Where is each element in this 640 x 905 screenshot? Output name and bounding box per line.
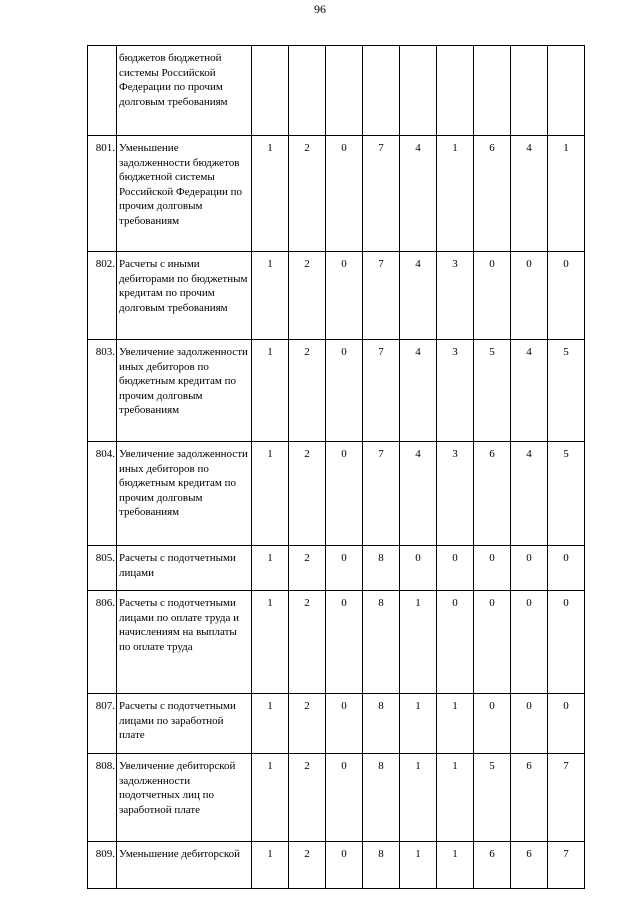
row-number: 802. [88,252,117,340]
code-digit: 1 [437,754,474,842]
row-number: 807. [88,694,117,754]
row-number: 804. [88,442,117,546]
code-digit: 0 [548,591,585,694]
code-digit [326,46,363,136]
code-digit: 2 [289,136,326,252]
code-digit [400,46,437,136]
table-row [88,694,585,754]
row-name: Расчеты с иными дебиторами по бюджетным кредитам по прочим долговым требованиям [117,252,252,340]
code-digit: 6 [511,754,548,842]
code-digit: 2 [289,694,326,754]
code-digit: 8 [363,591,400,694]
code-digit: 0 [437,546,474,591]
code-digit: 1 [548,136,585,252]
code-digit: 5 [474,754,511,842]
code-digit: 5 [548,442,585,546]
code-digit [548,46,585,136]
code-digit: 7 [363,252,400,340]
code-digit: 4 [400,252,437,340]
code-digit: 1 [400,842,437,889]
code-digit: 7 [363,136,400,252]
code-digit: 7 [363,442,400,546]
code-digit: 0 [474,252,511,340]
code-digit: 4 [400,136,437,252]
code-digit: 0 [474,546,511,591]
code-digit: 0 [326,842,363,889]
code-digit: 4 [400,340,437,442]
row-number: 806. [88,591,117,694]
code-digit: 2 [289,340,326,442]
code-digit: 0 [437,591,474,694]
account-codes-table [87,45,585,889]
code-digit: 0 [326,136,363,252]
code-digit: 5 [548,340,585,442]
code-digit: 1 [252,694,289,754]
code-digit: 1 [252,340,289,442]
table-body [88,46,585,889]
table-row [88,754,585,842]
code-digit [252,46,289,136]
row-name: бюджетов бюджетной системы Российской Федерации по прочим долговым требованиям [117,46,252,136]
code-digit: 0 [548,694,585,754]
code-digit: 4 [511,442,548,546]
code-digit: 7 [548,842,585,889]
code-digit: 8 [363,546,400,591]
code-digit: 2 [289,591,326,694]
code-digit: 7 [548,754,585,842]
code-digit: 4 [511,136,548,252]
code-digit [289,46,326,136]
code-digit: 1 [252,591,289,694]
code-digit: 0 [474,591,511,694]
code-digit: 5 [474,340,511,442]
row-name: Уменьшение задолженности бюджетов бюджетной системы Российской Федерации по прочим долговым требованиям [117,136,252,252]
code-digit: 8 [363,694,400,754]
code-digit: 2 [289,546,326,591]
code-digit: 0 [474,694,511,754]
code-digit: 1 [437,842,474,889]
code-digit: 1 [400,754,437,842]
code-digit: 1 [437,694,474,754]
table-row [88,136,585,252]
code-digit: 1 [400,694,437,754]
code-digit: 1 [400,591,437,694]
code-digit: 6 [511,842,548,889]
code-digit: 0 [400,546,437,591]
row-name: Расчеты с подотчетными лицами по заработной плате [117,694,252,754]
row-name: Увеличение дебиторской задолженности подотчетных лиц по заработной плате [117,754,252,842]
code-digit: 3 [437,252,474,340]
code-digit: 6 [474,442,511,546]
row-name: Увеличение задолженности иных дебиторов по бюджетным кредитам по прочим долговым требованиям [117,340,252,442]
code-digit: 0 [326,442,363,546]
row-number: 809. [88,842,117,889]
code-digit: 0 [326,252,363,340]
code-digit: 3 [437,340,474,442]
code-digit: 2 [289,842,326,889]
code-digit: 0 [548,252,585,340]
code-digit: 0 [326,546,363,591]
row-name: Расчеты с подотчетными лицами по оплате труда и начислениям на выплаты по оплате труда [117,591,252,694]
code-digit: 4 [511,340,548,442]
code-digit: 4 [400,442,437,546]
code-digit: 0 [326,340,363,442]
code-digit: 8 [363,754,400,842]
row-number: 801. [88,136,117,252]
code-digit: 2 [289,442,326,546]
table-row [88,546,585,591]
code-digit [474,46,511,136]
code-digit: 0 [511,546,548,591]
row-name: Увеличение задолженности иных дебиторов по бюджетным кредитам по прочим долговым требованиям [117,442,252,546]
page-number: 96 [314,2,326,16]
code-digit: 8 [363,842,400,889]
code-digit: 2 [289,754,326,842]
code-digit: 1 [252,442,289,546]
table-row [88,442,585,546]
code-digit: 1 [252,842,289,889]
code-digit: 0 [326,754,363,842]
code-digit: 6 [474,842,511,889]
code-digit: 1 [252,252,289,340]
table-row [88,842,585,889]
code-digit: 0 [548,546,585,591]
row-number: 803. [88,340,117,442]
table-row [88,252,585,340]
code-digit: 2 [289,252,326,340]
code-digit: 0 [326,694,363,754]
code-digit: 0 [511,694,548,754]
code-digit: 1 [252,546,289,591]
table-row [88,591,585,694]
code-digit: 0 [511,252,548,340]
row-name: Расчеты с подотчетными лицами [117,546,252,591]
table-row [88,46,585,136]
code-digit [437,46,474,136]
row-number [88,46,117,136]
row-number: 805. [88,546,117,591]
row-number: 808. [88,754,117,842]
code-digit: 1 [252,754,289,842]
code-digit [511,46,548,136]
code-digit: 0 [511,591,548,694]
table-row [88,340,585,442]
code-digit: 1 [252,136,289,252]
row-name: Уменьшение дебиторской [117,842,252,889]
code-digit: 3 [437,442,474,546]
code-digit: 6 [474,136,511,252]
code-digit: 1 [437,136,474,252]
code-digit [363,46,400,136]
code-digit: 7 [363,340,400,442]
code-digit: 0 [326,591,363,694]
